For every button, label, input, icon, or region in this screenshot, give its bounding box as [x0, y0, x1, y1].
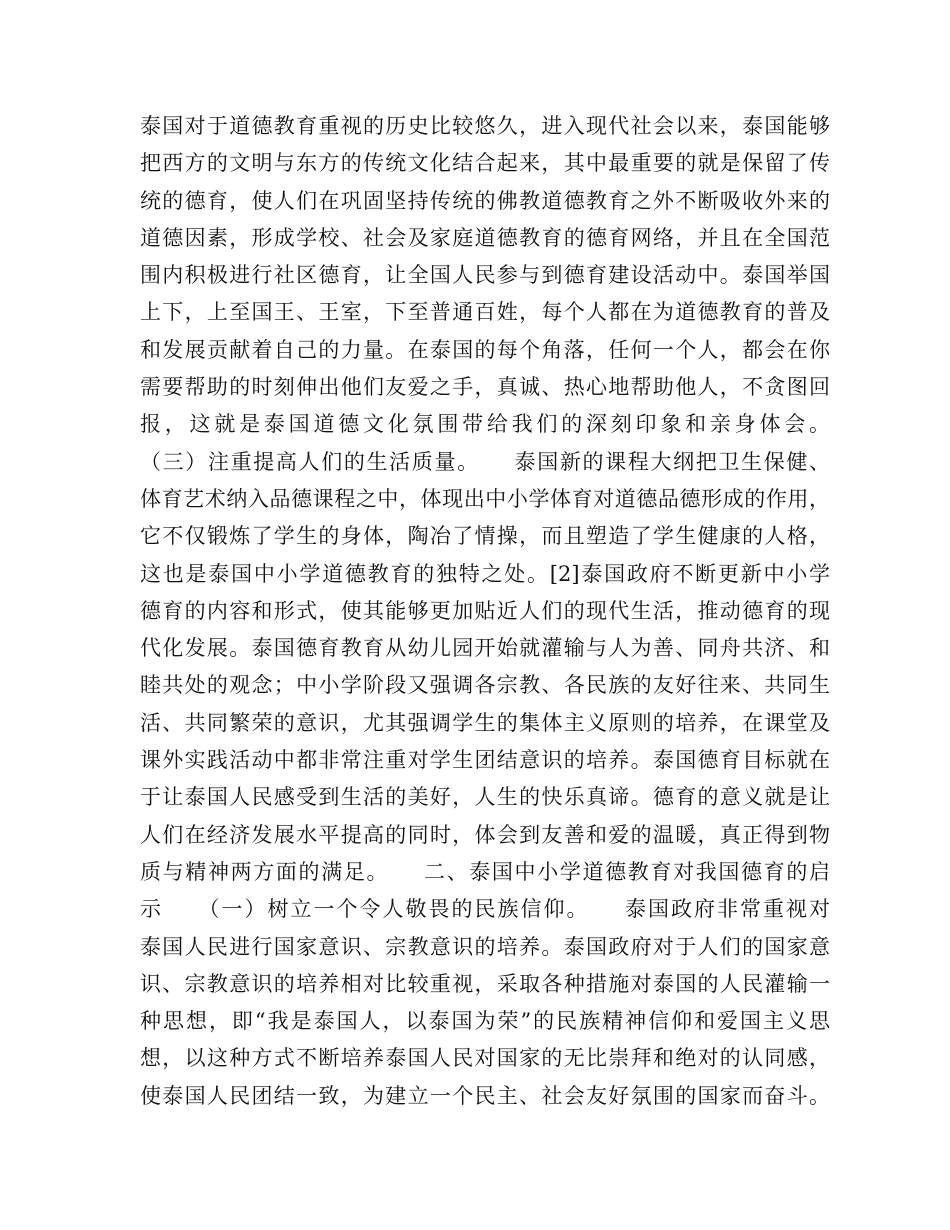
text-line-7: 和发展贡献着自己的力量。在泰国的每个角落，任何一个人，都会在你	[140, 337, 830, 362]
text-line-2: 把西方的文明与东方的传统文化结合起来，其中最重要的就是保留了传	[140, 151, 830, 176]
text-line-27: 使泰国人民团结一致，为建立一个民主、社会友好氛围的国家而奋斗。	[140, 1083, 830, 1108]
text-line-21: 质与精神两方面的满足。 二、泰国中小学道德教育对我国德育的启	[140, 859, 830, 884]
text-line-23: 泰国人民进行国家意识、宗教意识的培养。泰国政府对于人们的国家意	[140, 934, 830, 959]
text-line-11: 体育艺术纳入品德课程之中，体现出中小学体育对道德品德形成的作用，	[140, 486, 830, 511]
text-line-17: 活、共同繁荣的意识，尤其强调学生的集体主义原则的培养，在课堂及	[140, 710, 830, 735]
text-line-15: 代化发展。泰国德育教育从幼儿园开始就灌输与人为善、同舟共济、和	[140, 636, 830, 661]
text-line-25: 种思想，即“我是泰国人，以泰国为荣”的民族精神信仰和爱国主义思	[140, 1009, 830, 1034]
text-line-9: 报，这就是泰国道德文化氛围带给我们的深刻印象和亲身体会。	[140, 412, 830, 437]
text-line-6: 上下，上至国王、王室，下至普通百姓，每个人都在为道德教育的普及	[140, 300, 830, 325]
text-line-10: （三）注重提高人们的生活质量。 泰国新的课程大纲把卫生保健、	[140, 449, 830, 474]
text-line-18: 课外实践活动中都非常注重对学生团结意识的培养。泰国德育目标就在	[140, 748, 830, 773]
text-line-3: 统的德育，使人们在巩固坚持传统的佛教道德教育之外不断吸收外来的	[140, 188, 830, 213]
text-line-14: 德育的内容和形式，使其能够更加贴近人们的现代生活，推动德育的现	[140, 598, 830, 623]
text-line-1: 泰国对于道德教育重视的历史比较悠久，进入现代社会以来，泰国能够	[140, 114, 830, 138]
text-line-16: 睦共处的观念；中小学阶段又强调各宗教、各民族的友好往来、共同生	[140, 673, 830, 698]
text-line-5: 围内积极进行社区德育，让全国人民参与到德育建设活动中。泰国举国	[140, 263, 830, 288]
text-line-8: 需要帮助的时刻伸出他们友爱之手，真诚、热心地帮助他人，不贪图回	[140, 375, 830, 400]
text-line-4: 道德因素，形成学校、社会及家庭道德教育的德育网络，并且在全国范	[140, 225, 830, 250]
body-text	[140, 108, 830, 1115]
text-line-26: 想，以这种方式不断培养泰国人民对国家的无比崇拜和绝对的认同感，	[140, 1046, 830, 1071]
text-line-24: 识、宗教意识的培养相对比较重视，采取各种措施对泰国的人民灌输一	[140, 971, 830, 996]
text-line-20: 人们在经济发展水平提高的同时，体会到友善和爱的温暖，真正得到物	[140, 822, 830, 847]
text-line-12: 它不仅锻炼了学生的身体，陶冶了情操，而且塑造了学生健康的人格，	[140, 524, 830, 549]
text-line-19: 于让泰国人民感受到生活的美好，人生的快乐真谛。德育的意义就是让	[140, 785, 830, 810]
text-line-22: 示 （一）树立一个令人敬畏的民族信仰。 泰国政府非常重视对	[140, 897, 830, 922]
text-line-13: 这也是泰国中小学道德教育的独特之处。[2]泰国政府不断更新中小学	[140, 561, 830, 586]
